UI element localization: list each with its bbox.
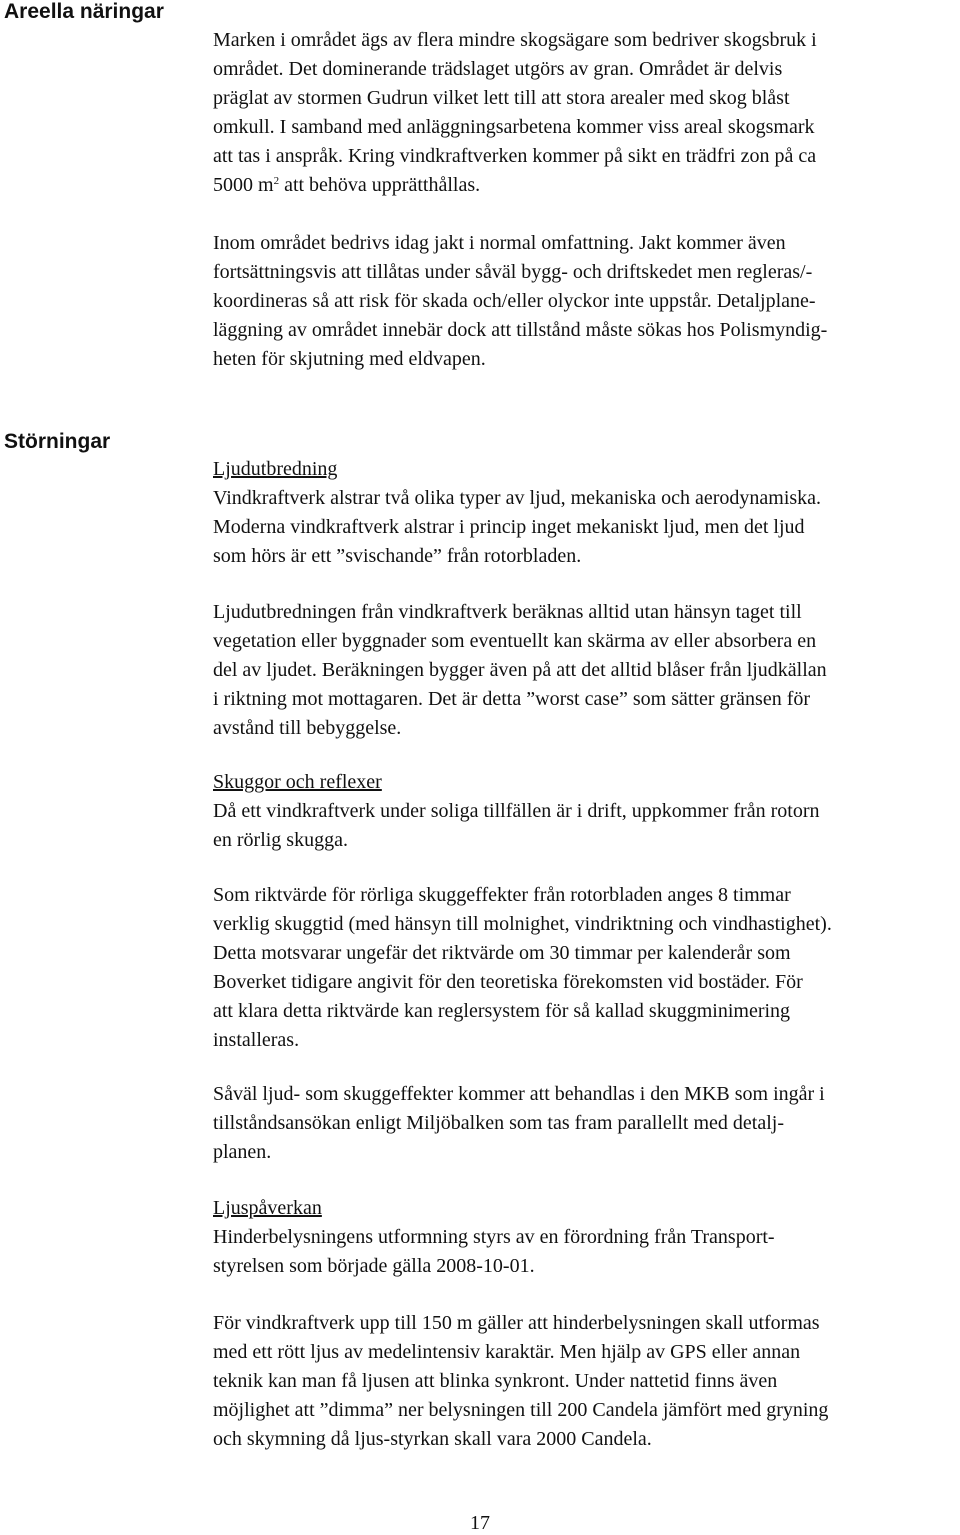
- text-line: [213, 171, 958, 200]
- section-heading-areella: Areella näringar: [4, 0, 164, 23]
- text-line: läggning av området innebär dock att tillstånd måste sökas hos Polismyndig-: [213, 319, 828, 341]
- text-line: planen.: [213, 1141, 272, 1163]
- text-line: installeras.: [213, 1029, 300, 1051]
- text-line: att klara detta riktvärde kan reglersystem för så kallad skuggminimering: [213, 1000, 791, 1022]
- text-line: vegetation eller byggnader som eventuellt kan skärma av eller absorbera en: [213, 630, 817, 652]
- text-line: Detta motsvarar ungefär det riktvärde om 30 timmar per kalenderår som: [213, 942, 791, 964]
- text-line: Hinderbelysningens utformning styrs av en förordning från Transport-: [213, 1226, 775, 1248]
- text-line: möjlighet att ”dimma” ner belysningen till 200 Candela jämfört med gryning: [213, 1399, 829, 1421]
- superscript: 2: [273, 175, 280, 187]
- text-line: tillståndsansökan enligt Miljöbalken som tas fram parallellt med detalj-: [213, 1112, 784, 1134]
- text-line: fortsättningsvis att tillåtas under såväl bygg- och driftskedet men regleras/-: [213, 261, 813, 283]
- text-line: med ett rött ljus av medelintensiv karaktär. Men hjälp av GPS eller annan: [213, 1341, 801, 1363]
- text-line: en rörlig skugga.: [213, 829, 348, 851]
- paragraph-skuggtid: [213, 881, 958, 1055]
- text-line: verklig skuggtid (med hänsyn till molnighet, vindriktning och vindhastighet).: [213, 913, 832, 935]
- text-line: och skymning då ljus-styrkan skall vara 2000 Candela.: [213, 1428, 652, 1450]
- text-line: omkull. I samband med anläggningsarbetena kommer viss areal skogsmark: [213, 116, 815, 138]
- page-number: 17: [470, 1512, 490, 1534]
- subsection-ljuspaverkan: [213, 1194, 958, 1281]
- text-line: Marken i området ägs av flera mindre skogsägare som bedriver skogsbruk i: [213, 29, 817, 51]
- text-line: För vindkraftverk upp till 150 m gäller att hinderbelysningen skall utformas: [213, 1312, 820, 1334]
- subsection-title: Ljuspåverkan: [213, 1197, 322, 1219]
- text-line: Då ett vindkraftverk under soliga tillfällen är i drift, uppkommer från rotorn: [213, 800, 820, 822]
- subsection-title: Skuggor och reflexer: [213, 771, 382, 793]
- text-line: att tas i anspråk. Kring vindkraftverken kommer på sikt en trädfri zon på ca: [213, 145, 817, 167]
- text-line: avstånd till bebyggelse.: [213, 717, 402, 739]
- paragraph-jakt: [213, 229, 958, 374]
- text-line: heten för skjutning med eldvapen.: [213, 348, 486, 370]
- text-line: Såväl ljud- som skuggeffekter kommer att behandlas i den MKB som ingår i: [213, 1083, 825, 1105]
- text-line: styrelsen som började gälla 2008-10-01.: [213, 1255, 535, 1277]
- subsection-ljudutbredning: [213, 455, 958, 571]
- paragraph-ljudberakning: [213, 598, 958, 743]
- paragraph-skogsbruk: [213, 26, 958, 200]
- text-line: Vindkraftverk alstrar två olika typer av ljud, mekaniska och aerodynamiska.: [213, 487, 822, 509]
- subsection-title: Ljudutbredning: [213, 458, 338, 480]
- text-line: i riktning mot mottagaren. Det är detta ”worst case” som sätter gränsen för: [213, 688, 811, 710]
- text-line: präglat av stormen Gudrun vilket lett till att stora arealer med skog blåst: [213, 87, 790, 109]
- text-fragment: att behöva upprätthållas.: [279, 174, 481, 196]
- text-line: området. Det dominerande trädslaget utgörs av gran. Området är delvis: [213, 58, 783, 80]
- text-line: Boverket tidigare angivit för den teoretiska förekomsten vid bostäder. För: [213, 971, 803, 993]
- section-heading-storningar: Störningar: [4, 430, 111, 453]
- text-line: del av ljudet. Beräkningen bygger även på att det alltid blåser från ljudkällan: [213, 659, 827, 681]
- text-line: Som riktvärde för rörliga skuggeffekter från rotorbladen anges 8 timmar: [213, 884, 791, 906]
- paragraph-hinderbelysning: [213, 1309, 958, 1454]
- text-line: Inom området bedrivs idag jakt i normal omfattning. Jakt kommer även: [213, 232, 786, 254]
- text-line: koordineras så att risk för skada och/eller olyckor inte uppstår. Detaljplane-: [213, 290, 816, 312]
- paragraph-mkb: [213, 1080, 958, 1167]
- text-fragment: 5000 m: [213, 174, 274, 196]
- text-line: teknik kan man få ljusen att blinka synkront. Under nattetid finns även: [213, 1370, 778, 1392]
- text-line: som hörs är ett ”svischande” från rotorbladen.: [213, 545, 582, 567]
- subsection-skuggor: [213, 768, 958, 855]
- text-line: Moderna vindkraftverk alstrar i princip inget mekaniskt ljud, men det ljud: [213, 516, 805, 538]
- text-line: Ljudutbredningen från vindkraftverk beräknas alltid utan hänsyn taget till: [213, 601, 802, 623]
